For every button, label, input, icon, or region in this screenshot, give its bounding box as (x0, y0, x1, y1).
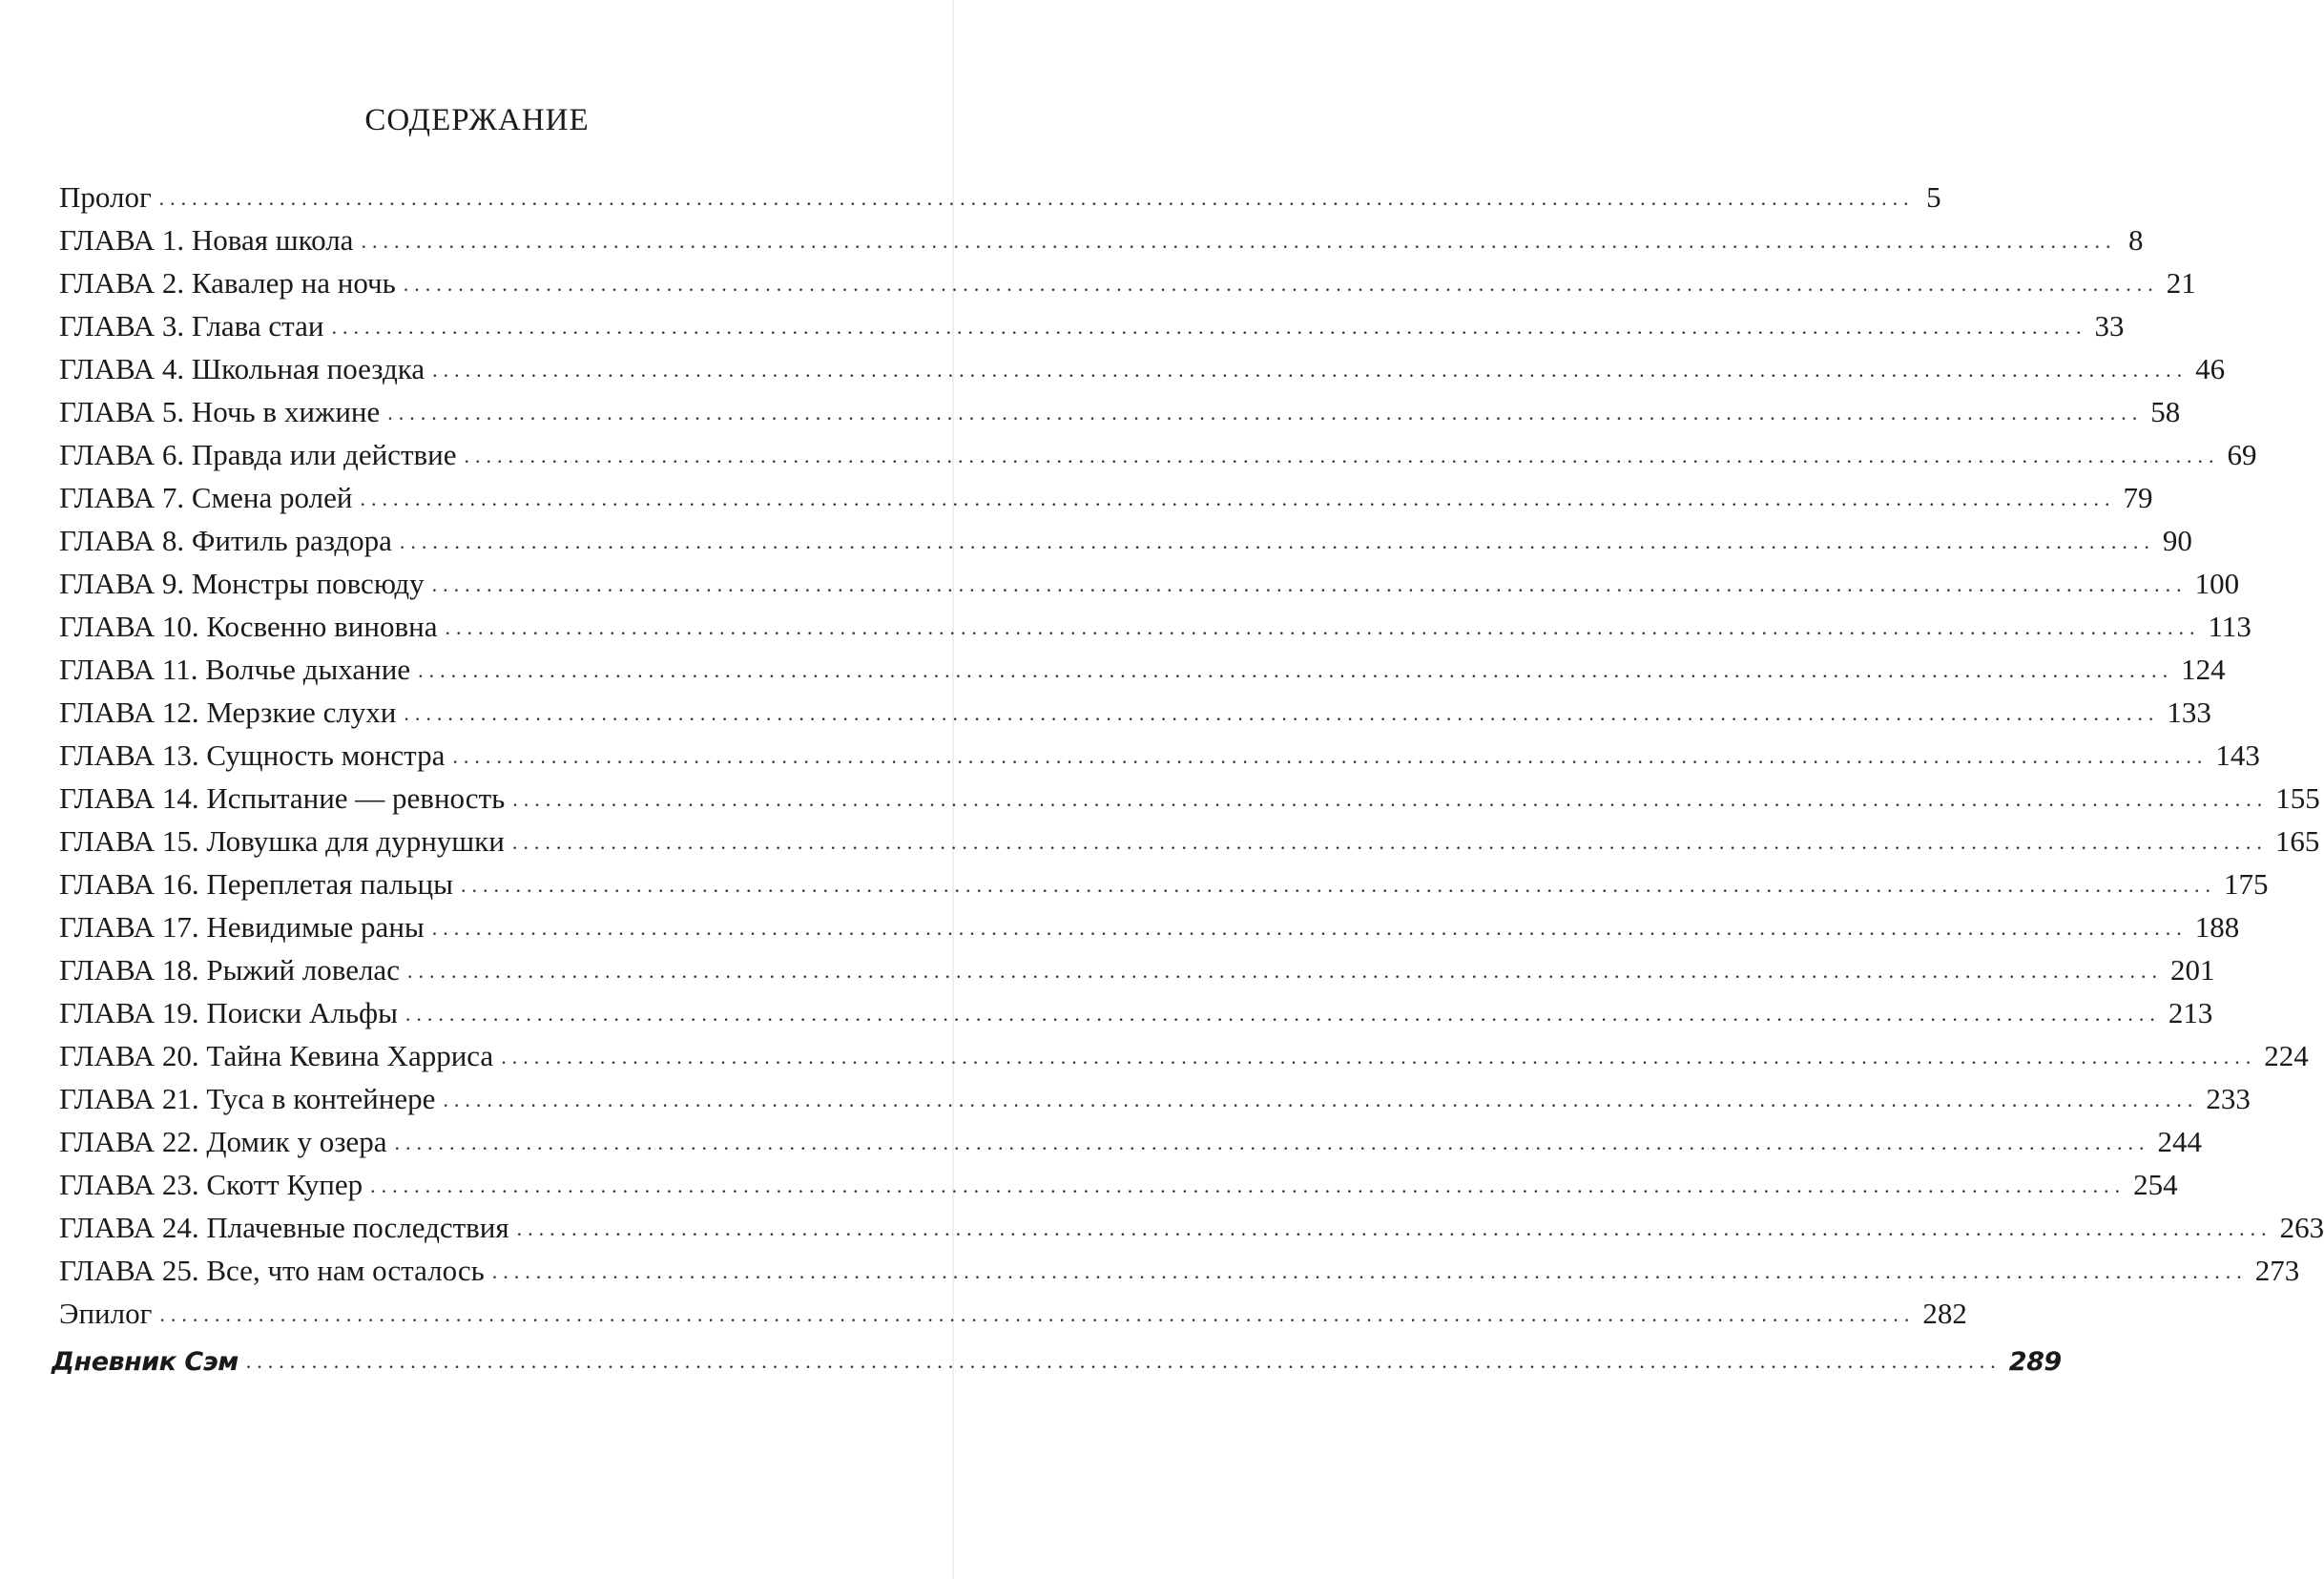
toc-entry-page: 224 (2264, 1039, 2309, 1072)
toc-entry-page: 100 (2194, 567, 2240, 600)
toc-entry-chapter-3[interactable] (59, 304, 2125, 347)
toc-entry-chapter-5[interactable] (59, 390, 2181, 433)
toc-entry-label: ГЛАВА 25. Все, что нам осталось (59, 1254, 485, 1287)
toc-entry-chapter-15[interactable] (59, 820, 2320, 862)
toc-entry-label: ГЛАВА 9. Монстры повсюду (59, 567, 425, 600)
toc-entry-label: Пролог (59, 180, 152, 214)
toc-entry-label: ГЛАВА 20. Тайна Кевина Харриса (59, 1039, 494, 1072)
leader-dots: ................................................................................................................................................................ (431, 572, 2188, 596)
toc-entry-page: 201 (2169, 953, 2215, 987)
toc-entry-chapter-19[interactable] (59, 991, 2213, 1034)
toc-entry-page: 33 (2094, 309, 2125, 343)
leader-dots: ................................................................................................................................................................ (418, 658, 2174, 682)
table-of-contents (52, 176, 2324, 1383)
toc-entry-chapter-17[interactable] (59, 905, 2240, 948)
leader-dots: ................................................................................................................................................................ (512, 787, 2269, 811)
toc-entry-label: ГЛАВА 22. Домик у озера (59, 1125, 387, 1158)
toc-entry-chapter-23[interactable] (59, 1163, 2178, 1206)
toc-entry-label: ГЛАВА 14. Испытание — ревность (59, 781, 506, 815)
toc-entry-chapter-22[interactable] (59, 1120, 2202, 1163)
leader-dots: ................................................................................................................................................................ (516, 1216, 2272, 1240)
toc-entry-page: 113 (2208, 610, 2251, 643)
toc-entry-label: ГЛАВА 24. Плачевные последствия (59, 1211, 509, 1244)
toc-entry-chapter-24[interactable] (59, 1206, 2324, 1249)
toc-entry-chapter-7[interactable] (59, 476, 2153, 519)
toc-entry-page: 273 (2254, 1254, 2300, 1287)
toc-entry-label: ГЛАВА 19. Поиски Альфы (59, 996, 398, 1029)
leader-dots: ................................................................................................................................................................ (399, 530, 2155, 553)
toc-entry-label: ГЛАВА 13. Сущность монстра (59, 738, 446, 772)
toc-entry-label: ГЛАВА 11. Волчье дыхание (59, 653, 411, 686)
toc-entry-label: ГЛАВА 2. Кавалер на ночь (59, 266, 396, 300)
leader-dots: ................................................................................................................................................................ (360, 487, 2116, 510)
page-title: СОДЕРЖАНИЕ (364, 103, 590, 137)
toc-entry-page: 21 (2166, 266, 2196, 300)
toc-entry-page: 282 (1922, 1297, 1967, 1330)
leader-dots: ................................................................................................................................................................ (404, 701, 2160, 725)
toc-entry-chapter-8[interactable] (59, 519, 2192, 562)
leader-dots: ................................................................................................................................................................ (406, 959, 2163, 983)
leader-dots: ................................................................................................................................................................ (501, 1045, 2257, 1069)
leader-dots: ................................................................................................................................................................ (331, 315, 2087, 339)
toc-entry-label: ГЛАВА 15. Ловушка для дурнушки (59, 824, 505, 858)
toc-entry-diary[interactable] (52, 1340, 2062, 1383)
toc-entry-label: ГЛАВА 4. Школьная поездка (59, 352, 425, 385)
toc-entry-chapter-16[interactable] (59, 862, 2269, 905)
toc-entry-page: 8 (2127, 223, 2144, 257)
leader-dots: ................................................................................................................................................................ (445, 615, 2201, 639)
toc-entry-page: 155 (2275, 781, 2320, 815)
toc-entry-chapter-25[interactable] (59, 1249, 2300, 1292)
toc-entry-label: ГЛАВА 10. Косвенно виновна (59, 610, 438, 643)
toc-entry-page: 175 (2223, 867, 2269, 901)
leader-dots: ................................................................................................................................................................ (431, 916, 2188, 940)
toc-entry-chapter-2[interactable] (59, 261, 2196, 304)
toc-entry-label: ГЛАВА 23. Скотт Купер (59, 1168, 363, 1201)
toc-entry-prologue[interactable] (59, 176, 1941, 218)
toc-entry-label: ГЛАВА 8. Фитиль раздора (59, 524, 392, 557)
toc-entry-label: ГЛАВА 3. Глава стаи (59, 309, 324, 343)
toc-entry-chapter-6[interactable] (59, 433, 2257, 476)
toc-entry-page: 213 (2168, 996, 2213, 1029)
leader-dots: ................................................................................................................................................................ (432, 358, 2189, 382)
toc-entry-page: 263 (2279, 1211, 2324, 1244)
toc-entry-chapter-21[interactable] (59, 1077, 2251, 1120)
leader-dots: ................................................................................................................................................................ (394, 1131, 2150, 1154)
toc-entry-page: 254 (2133, 1168, 2178, 1201)
toc-entry-page: 90 (2162, 524, 2192, 557)
toc-entry-page: 233 (2206, 1082, 2251, 1115)
toc-entry-page: 289 (2008, 1347, 2062, 1377)
leader-dots: ................................................................................................................................................................ (361, 229, 2117, 253)
toc-entry-page: 46 (2195, 352, 2226, 385)
toc-entry-label: ГЛАВА 17. Невидимые раны (59, 910, 425, 944)
toc-entry-chapter-1[interactable] (59, 218, 2144, 261)
toc-entry-page: 58 (2150, 395, 2181, 428)
leader-dots: ................................................................................................................................................................ (491, 1259, 2248, 1283)
toc-entry-chapter-13[interactable] (59, 734, 2260, 777)
toc-entry-page: 244 (2157, 1125, 2202, 1158)
toc-entry-label: ГЛАВА 5. Ночь в хижине (59, 395, 381, 428)
toc-entry-chapter-20[interactable] (59, 1034, 2309, 1077)
toc-entry-label: ГЛАВА 21. Туса в контейнере (59, 1082, 436, 1115)
toc-entry-page: 143 (2215, 738, 2260, 772)
toc-entry-chapter-10[interactable] (59, 605, 2251, 648)
leader-dots: ................................................................................................................................................................ (464, 444, 2220, 467)
leader-dots: ................................................................................................................................................................ (245, 1349, 2002, 1373)
toc-entry-label: ГЛАВА 16. Переплетая пальцы (59, 867, 453, 901)
toc-entry-page: 79 (2123, 481, 2153, 514)
toc-entry-chapter-11[interactable] (59, 648, 2226, 691)
toc-entry-chapter-12[interactable] (59, 691, 2211, 734)
toc-entry-label: Эпилог (59, 1297, 153, 1330)
leader-dots: ................................................................................................................................................................ (370, 1174, 2127, 1197)
leader-dots: ................................................................................................................................................................ (443, 1088, 2199, 1112)
toc-entry-page: 133 (2167, 696, 2211, 729)
leader-dots: ................................................................................................................................................................ (460, 873, 2216, 897)
leader-dots: ................................................................................................................................................................ (452, 744, 2209, 768)
leader-dots: ................................................................................................................................................................ (511, 830, 2268, 854)
toc-entry-page: 69 (2227, 438, 2257, 471)
leader-dots: ................................................................................................................................................................ (158, 186, 1915, 210)
leader-dots: ................................................................................................................................................................ (387, 401, 2144, 425)
toc-entry-chapter-9[interactable] (59, 562, 2240, 605)
toc-entry-page: 124 (2181, 653, 2226, 686)
toc-entry-label: ГЛАВА 6. Правда или действие (59, 438, 457, 471)
toc-entry-page: 5 (1926, 180, 1941, 214)
toc-entry-label: ГЛАВА 7. Смена ролей (59, 481, 353, 514)
leader-dots: ................................................................................................................................................................ (159, 1302, 1916, 1326)
toc-entry-label: ГЛАВА 12. Мерзкие слухи (59, 696, 397, 729)
toc-entry-label: ГЛАВА 18. Рыжий ловелас (59, 953, 400, 987)
toc-entry-page: 165 (2274, 824, 2320, 858)
leader-dots: ................................................................................................................................................................ (405, 1002, 2161, 1026)
toc-entry-chapter-14[interactable] (59, 777, 2320, 820)
toc-entry-epilogue[interactable] (59, 1292, 1967, 1335)
toc-entry-chapter-4[interactable] (59, 347, 2226, 390)
toc-entry-page: 188 (2194, 910, 2240, 944)
toc-entry-chapter-18[interactable] (59, 948, 2215, 991)
toc-entry-label: Дневник Сэм (52, 1347, 239, 1377)
toc-entry-label: ГЛАВА 1. Новая школа (59, 223, 354, 257)
leader-dots: ................................................................................................................................................................ (403, 272, 2159, 296)
